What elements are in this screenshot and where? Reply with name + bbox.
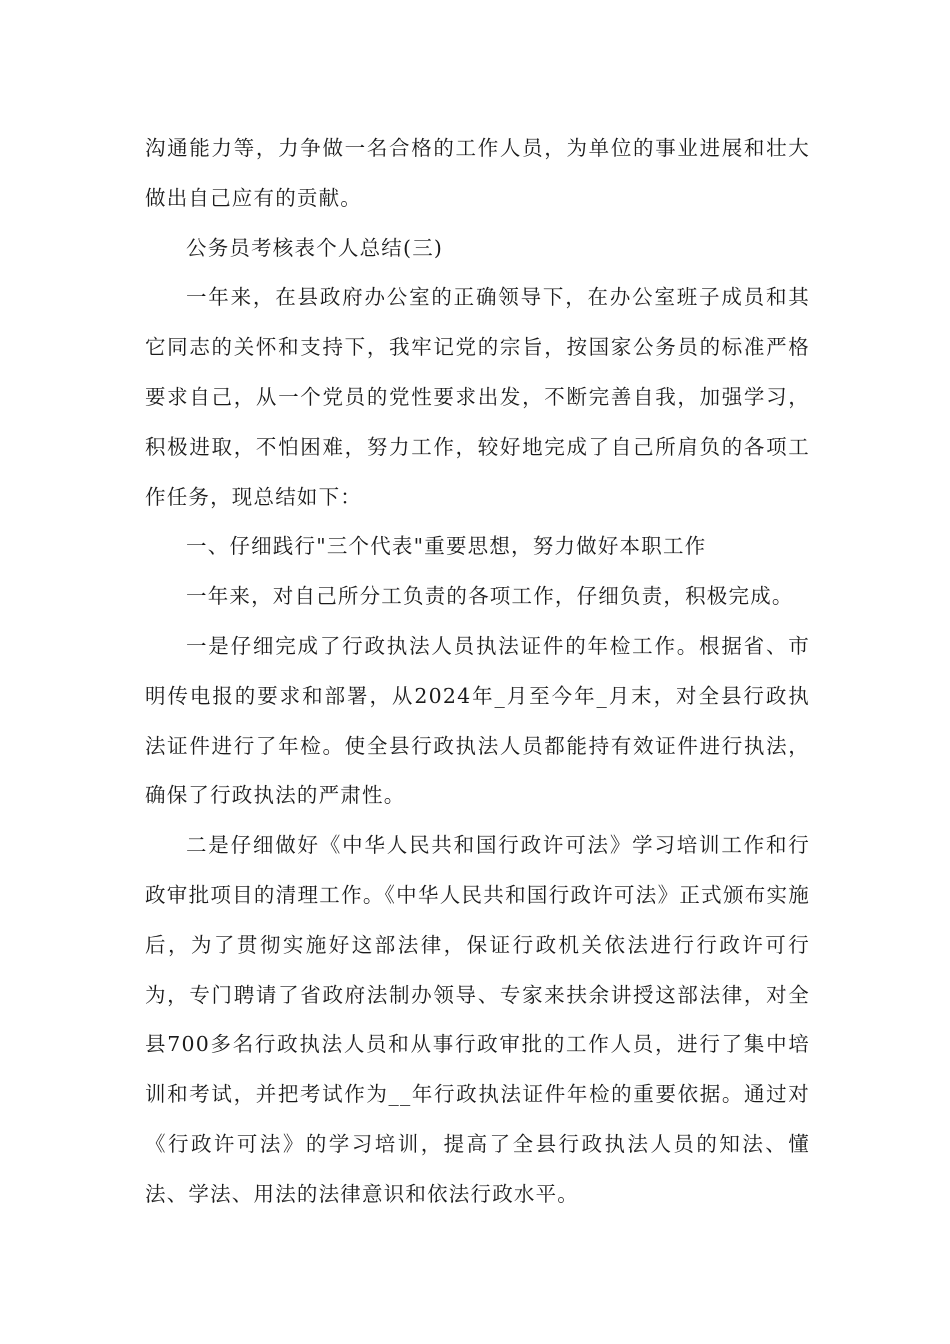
section-heading: 一、仔细践行"三个代表"重要思想，努力做好本职工作 bbox=[186, 534, 707, 559]
paragraph-summary: 一年来，对自己所分工负责的各项工作，仔细负责，积极完成。 bbox=[186, 584, 794, 609]
document-body bbox=[145, 124, 810, 1220]
paragraph-intro: 一年来，在县政府办公室的正确领导下，在办公室班子成员和其它同志的关怀和支持下，我牢记党的宗旨，按国家公务员的标准严格要求自己，从一个党员的党性要求出发，不断完善自我，加强学习，积极进取，不怕困难，努力工作，较好地完成了自己所肩负的各项工作任务，现总结如下： bbox=[145, 285, 810, 509]
paragraph-continuation: 沟通能力等，力争做一名合格的工作人员，为单位的事业进展和壮大做出自己应有的贡献。 bbox=[145, 136, 810, 210]
section-title: 公务员考核表个人总结(三) bbox=[186, 235, 444, 260]
paragraph-item-two: 二是仔细做好《中华人民共和国行政许可法》学习培训工作和行政审批项目的清理工作。《中华人民共和国行政许可法》正式颁布实施后，为了贯彻实施好这部法律，保证行政机关依法进行行政许可行为，专门聘请了省政府法制办领导、专家来扶余讲授这部法律，对全县700多名行政执法人员和从事行政审批的工作人员，进行了集中培训和考试，并把考试作为__年行政执法证件年检的重要依据。通过对《行政许可法》的学习培训，提高了全县行政执法人员的知法、懂法、学法、用法的法律意识和依法行政水平。 bbox=[145, 833, 810, 1206]
paragraph-item-one: 一是仔细完成了行政执法人员执法证件的年检工作。根据省、市明传电报的要求和部署，从2024年_月至今年_月末，对全县行政执法证件进行了年检。使全县行政执法人员都能持有效证件进行执法，确保了行政执法的严肃性。 bbox=[145, 633, 810, 808]
